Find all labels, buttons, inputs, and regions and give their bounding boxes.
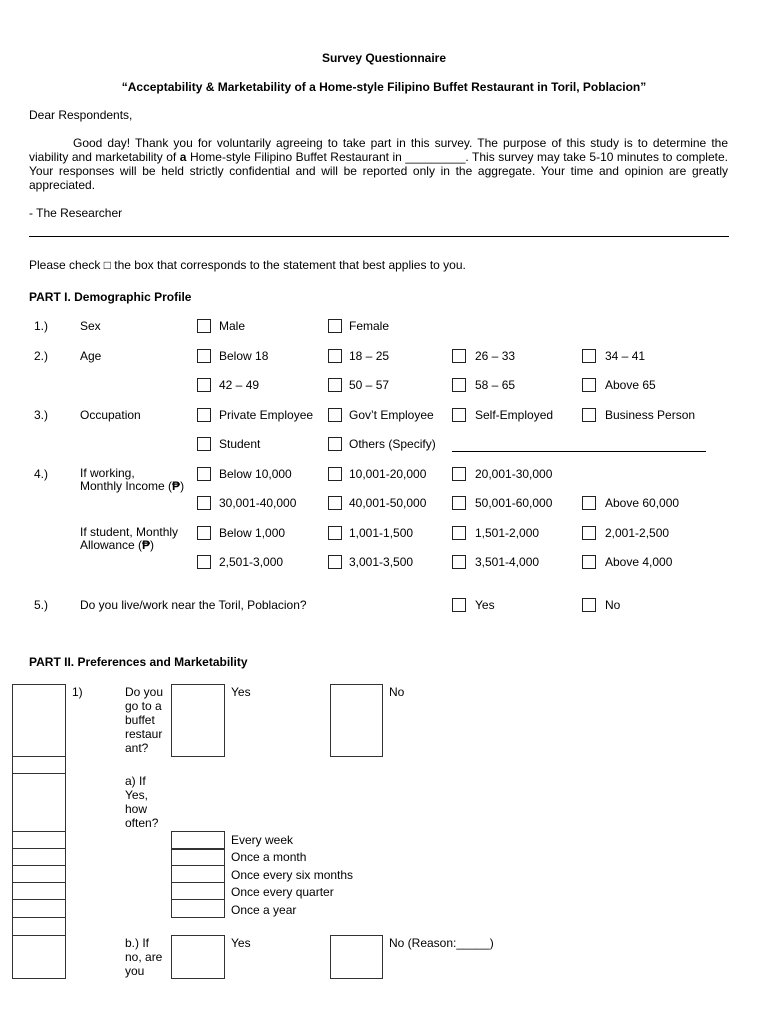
table-cell [12,773,66,832]
letter-body-part2: Home-style Filipino Buffet Restaurant in _________. This survey may take 5-10 minutes to complete. Your responses will be held strictly confidential and will be reported only in the aggregate. Your time and opinion are greatly appreciated. [29,150,728,192]
option-allowance: 1,501-2,000 [475,526,540,540]
letter-body-part1: Good day! Thank you for voluntarily agreeing to take part in this survey. The purpose of this study is to determine the viability and marketability of [29,136,728,164]
greeting: Dear Respondents, [29,108,133,122]
checkbox-occupation[interactable] [452,408,466,422]
allowance-label-line1: If student, Monthly [80,525,179,539]
checkbox-allowance[interactable] [328,526,342,540]
currency-symbol: ₱ [142,538,151,552]
checkbox-occupation[interactable] [328,408,342,422]
answer-box-frequency[interactable] [171,882,225,900]
checkbox-income[interactable] [582,496,596,510]
letter-body-bold: a [179,150,187,164]
option-age: 26 – 33 [475,349,516,363]
q2-label: Age [80,349,102,363]
checkbox-age[interactable] [197,378,211,392]
checkbox-age[interactable] [582,378,596,392]
checkbox-income[interactable] [328,467,342,481]
option-income: 20,001-30,000 [475,467,553,481]
answer-box-frequency[interactable] [171,831,225,849]
income-label-line2: Monthly Income ( [80,479,173,493]
option-income: 40,001-50,000 [349,496,427,510]
checkbox-occupation[interactable] [197,437,211,451]
answer-box-yes[interactable] [171,935,225,979]
table-cell [12,882,66,900]
checkbox-occupation[interactable] [328,437,342,451]
answer-box-no[interactable] [330,935,383,979]
checkbox-male[interactable] [197,319,211,333]
checkbox-yes[interactable] [452,598,466,612]
table-cell [12,865,66,883]
checkbox-income[interactable] [452,496,466,510]
option-age: Below 18 [219,349,269,363]
answer-box-frequency[interactable] [171,865,225,883]
option-frequency: Once every six months [231,868,354,882]
option-frequency: Once a month [231,850,307,864]
checkbox-income[interactable] [197,496,211,510]
p2-qa-label: a) If Yes, how often? [125,774,159,830]
checkbox-allowance[interactable] [582,555,596,569]
checkbox-allowance[interactable] [452,555,466,569]
part1-heading: PART I. Demographic Profile [29,290,192,304]
p2-qb-no: No (Reason:_____) [389,936,494,950]
checkbox-age[interactable] [452,378,466,392]
checkbox-income[interactable] [328,496,342,510]
q5-label: Do you live/work near the Toril, Poblacion? [80,598,307,612]
p2-qb-yes: Yes [231,936,251,950]
letter-body [29,136,728,192]
table-cell [12,899,66,918]
checkbox-allowance[interactable] [452,526,466,540]
p2-q1-label: Do you go to a buffet restaur ant? [125,685,164,755]
checkbox-age[interactable] [328,378,342,392]
answer-box-no[interactable] [330,684,383,757]
table-cell [12,684,66,757]
option-allowance: 3,001-3,500 [349,555,414,569]
option-income: 30,001-40,000 [219,496,297,510]
option-yes: Yes [475,598,495,612]
option-frequency: Once every quarter [231,885,334,899]
income-label [80,467,184,493]
option-occupation: Business Person [605,408,696,422]
checkbox-age[interactable] [197,349,211,363]
option-allowance: Below 1,000 [219,526,286,540]
part2-heading: PART II. Preferences and Marketability [29,655,248,669]
checkbox-age[interactable] [452,349,466,363]
option-occupation: Self-Employed [475,408,554,422]
checkbox-no[interactable] [582,598,596,612]
q4-number: 4.) [34,467,49,481]
option-male: Male [219,319,246,333]
p2-qb-label: b.) If no, are you [125,936,163,978]
q3-number: 3.) [34,408,49,422]
checkbox-income[interactable] [197,467,211,481]
option-age: 34 – 41 [605,349,646,363]
checkbox-income[interactable] [452,467,466,481]
option-female: Female [349,319,390,333]
p2-q1-number: 1) [72,685,83,699]
option-income: 50,001-60,000 [475,496,553,510]
checkbox-allowance[interactable] [197,555,211,569]
survey-title: Survey Questionnaire [321,51,447,65]
option-frequency: Every week [231,833,294,847]
survey-subtitle: “Acceptability & Marketability of a Home-style Filipino Buffet Restaurant in Toril, Poblacion” [121,80,647,94]
q2-number: 2.) [34,349,49,363]
answer-box-frequency[interactable] [171,848,225,866]
specify-line[interactable] [452,451,706,452]
checkbox-age[interactable] [328,349,342,363]
p2-q1-no: No [389,685,405,699]
option-age: 18 – 25 [349,349,390,363]
option-occupation: Gov’t Employee [349,408,434,422]
option-allowance: 2,001-2,500 [605,526,670,540]
option-allowance: Above 4,000 [605,555,673,569]
checkbox-allowance[interactable] [197,526,211,540]
p2-q1-yes: Yes [231,685,251,699]
option-income: Below 10,000 [219,467,292,481]
income-label-line1: If working, [80,466,135,480]
option-occupation: Others (Specify) [349,437,436,451]
table-cell [12,756,66,774]
checkbox-occupation[interactable] [582,408,596,422]
option-age: Above 65 [605,378,656,392]
q5-number: 5.) [34,598,49,612]
currency-symbol: ₱ [172,479,181,493]
answer-box-frequency[interactable] [171,899,225,918]
table-cell [12,935,66,979]
divider [29,236,729,237]
option-occupation: Private Employee [219,408,314,422]
option-allowance: 3,501-4,000 [475,555,540,569]
option-age: 50 – 57 [349,378,390,392]
option-occupation: Student [219,437,261,451]
signature: - The Researcher [29,206,123,220]
table-cell [12,917,66,936]
checkbox-female[interactable] [328,319,342,333]
answer-box-yes[interactable] [171,684,225,757]
table-cell [12,848,66,866]
checkbox-age[interactable] [582,349,596,363]
option-age: 42 – 49 [219,378,260,392]
instruction: Please check □ the box that corresponds to the statement that best applies to you. [29,258,466,272]
option-age: 58 – 65 [475,378,516,392]
checkbox-allowance[interactable] [582,526,596,540]
checkbox-occupation[interactable] [197,408,211,422]
option-frequency: Once a year [231,903,297,917]
option-allowance: 2,501-3,000 [219,555,284,569]
option-income: Above 60,000 [605,496,680,510]
allowance-label-close: ) [150,538,155,552]
q3-label: Occupation [80,408,141,422]
table-cell [12,831,66,849]
allowance-label [80,526,178,552]
allowance-label-line2: Allowance ( [80,538,143,552]
option-allowance: 1,001-1,500 [349,526,414,540]
q1-number: 1.) [34,319,49,333]
option-no: No [605,598,621,612]
income-label-close: ) [180,479,185,493]
checkbox-allowance[interactable] [328,555,342,569]
q1-label: Sex [80,319,101,333]
option-income: 10,001-20,000 [349,467,427,481]
